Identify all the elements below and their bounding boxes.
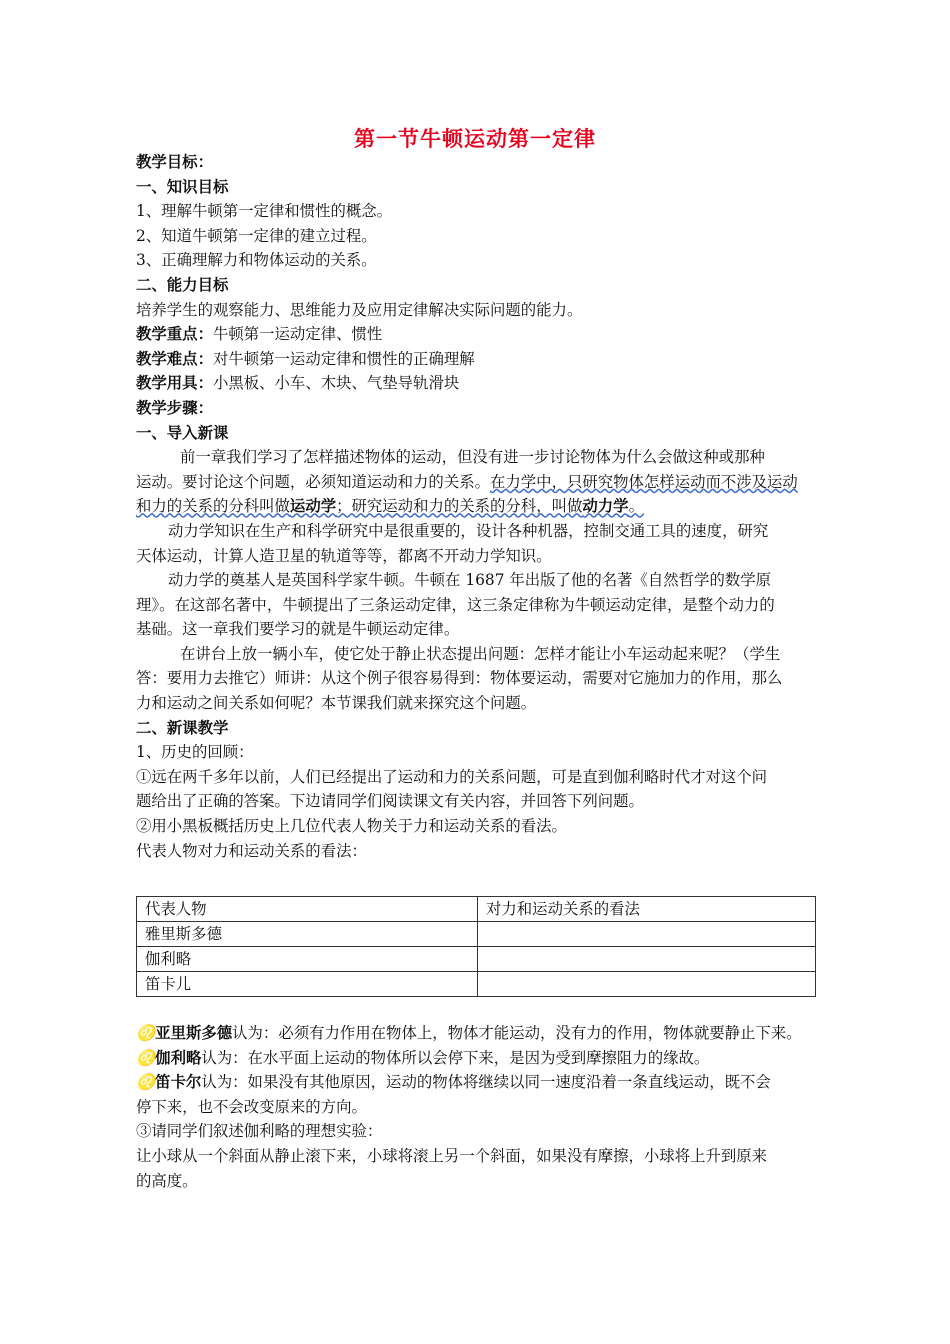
goals-heading: 教学目标： [136, 153, 213, 171]
page-title: 第一节牛顿运动第一定律 [354, 126, 596, 151]
view-text-continued: 停下来，也不会改变原来的方向。 [136, 1097, 367, 1116]
paragraph-line: 的高度。 [136, 1171, 198, 1190]
paragraph-line [136, 470, 816, 495]
difficulty-text: 对牛顿第一运动定律和惯性的正确理解 [212, 349, 475, 368]
history-heading: 1、历史的回顾： [136, 743, 254, 762]
term-dynamics: 动力学 [582, 497, 629, 516]
person-name: 笛卡尔 [155, 1073, 202, 1092]
table-cell [478, 922, 816, 947]
paragraph-line: 题给出了正确的答案。下边请同学们阅读课文有关内容，并回答下列问题。 [136, 792, 644, 811]
leo-bullet-icon: ♌ [136, 1048, 156, 1067]
leo-bullet-icon: ♌ [136, 1073, 156, 1092]
paragraph-line: ②用小黑板概括历史上几位代表人物关于力和运动关系的看法。 [136, 817, 567, 836]
paragraph-line: 前一章我们学习了怎样描述物体的运动，但没有进一步讨论物体为什么会做这种或那种 [180, 448, 765, 467]
views-section [136, 1021, 826, 1193]
tools-text: 小黑板、小车、木块、气垫导轨滑块 [212, 374, 460, 393]
paragraph-line: 天体运动，计算人造卫星的轨道等等，都离不开动力学知识。 [136, 546, 552, 565]
view-text: 认为：在水平面上运动的物体所以会停下来，是因为受到摩擦阻力的缘故。 [201, 1048, 710, 1067]
paragraph-line: 理》。在这部名著中，牛顿提出了三条运动定律，这三条定律称为牛顿运动定律，是整个动力的 [136, 595, 775, 614]
table-cell: 笛卡儿 [137, 972, 478, 997]
paragraph-line: 基础。这一章我们要学习的就是牛顿运动定律。 [136, 620, 460, 639]
tools-label: 教学用具： [136, 374, 213, 393]
tools-row [136, 371, 816, 396]
table-row [137, 922, 816, 947]
table-cell [478, 947, 816, 972]
paragraph-line: 在讲台上放一辆小车，使它处于静止状态提出问题：怎样才能让小车运动起来呢？（学生 [180, 644, 781, 663]
paragraph-line: 让小球从一个斜面从静止滚下来，小球将滚上另一个斜面，如果没有摩擦，小球将上升到原来 [136, 1146, 768, 1165]
list-item: 2、知道牛顿第一定律的建立过程。 [136, 226, 377, 245]
table-caption: 代表人物对力和运动关系的看法： [136, 841, 367, 860]
person-name: 亚里斯多德 [155, 1024, 233, 1042]
view-text: 认为：如果没有其他原因，运动的物体将继续以同一速度沿着一条直线运动，既不会 [201, 1073, 771, 1092]
leo-bullet-icon: ♌ [136, 1024, 156, 1042]
table-header-cell: 代表人物 [137, 897, 478, 922]
table-cell [478, 972, 816, 997]
text-span: 和力的关系的分科叫做 [136, 497, 290, 516]
knowledge-heading: 一、知识目标 [136, 177, 229, 196]
paragraph-line: 力和运动之间关系如何呢？本节课我们就来探究这个问题。 [136, 694, 537, 713]
paragraph-line: 动力学知识在生产和科学研究中是很重要的，设计各种机器，控制交通工具的速度，研究 [168, 521, 769, 540]
paragraph-line: ①远在两千多年以前，人们已经提出了运动和力的关系问题，可是直到伽利略时代才对这个问 [136, 767, 768, 786]
person-name: 伽利略 [155, 1048, 202, 1067]
views-table [136, 896, 816, 997]
ability-heading: 二、能力目标 [136, 275, 229, 294]
text-span: 。 [628, 497, 644, 516]
paragraph-line [136, 494, 816, 519]
view-item [136, 1021, 826, 1046]
focus-text: 牛顿第一运动定律、惯性 [212, 325, 383, 344]
term-kinematics: 运动学 [289, 497, 337, 516]
view-item [136, 1070, 826, 1095]
table-header-row [137, 897, 816, 922]
table-cell: 雅里斯多德 [137, 922, 478, 947]
table-header-cell: 对力和运动关系的看法 [478, 897, 816, 922]
underlined-text: 在力学中，只研究物体怎样运动而不涉及运动 [490, 472, 798, 491]
table-row [137, 947, 816, 972]
document-body [136, 150, 816, 863]
view-item [136, 1046, 826, 1071]
paragraph-line: ③请同学们叙述伽利略的理想实验： [136, 1122, 383, 1141]
view-text: 认为：必须有力作用在物体上，物体才能运动，没有力的作用，物体就要静止下来。 [232, 1024, 802, 1042]
paragraph-line: 答：要用力去推它）师讲：从这个例子很容易得到：物体要运动，需要对它施加力的作用，那么 [136, 669, 783, 688]
table-row [137, 972, 816, 997]
text-span: 运动。要讨论这个问题，必须知道运动和力的关系。 [136, 472, 490, 491]
table-cell: 伽利略 [137, 947, 478, 972]
difficulty-label: 教学难点： [136, 349, 213, 368]
list-item: 1、理解牛顿第一定律和惯性的概念。 [136, 202, 393, 221]
text-span: ；研究运动和力的关系的分科，叫做 [336, 497, 583, 516]
ability-text: 培养学生的观察能力、思维能力及应用定律解决实际问题的能力。 [136, 300, 583, 319]
list-item: 3、正确理解力和物体运动的关系。 [136, 251, 377, 270]
focus-row [136, 322, 816, 347]
focus-label: 教学重点： [136, 325, 213, 344]
difficulty-row [136, 347, 816, 372]
underlined-text [136, 497, 644, 515]
newlesson-heading: 二、新课教学 [136, 718, 229, 737]
steps-heading: 教学步骤： [136, 398, 213, 417]
paragraph-line: 动力学的奠基人是英国科学家牛顿。牛顿在 1687 年出版了他的名著《自然哲学的数学原 [168, 571, 772, 590]
intro-heading: 一、导入新课 [136, 423, 229, 442]
